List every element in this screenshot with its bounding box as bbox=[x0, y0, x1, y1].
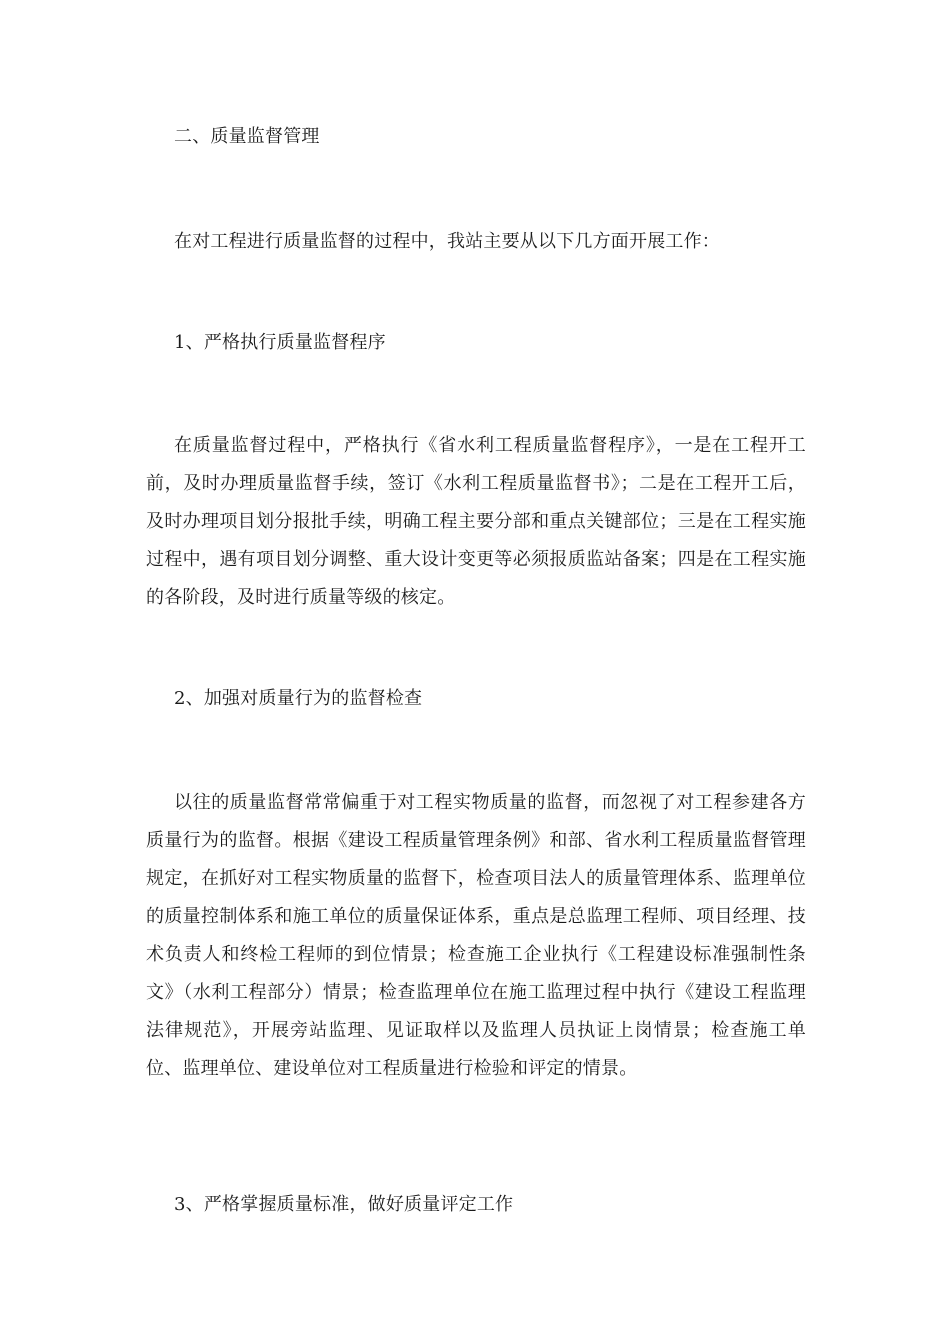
item2-paragraph: 以往的质量监督常常偏重于对工程实物质量的监督，而忽视了对工程参建各方质量行为的监督。根据《建设工程质量管理条例》和部、省水利工程质量监督管理规定，在抓好对工程实物质量的监督下，检查项目法人的质量管理体系、监理单位的质量控制体系和施工单位的质量保证体系，重点是总监理工程师、项目经理、技术负责人和终检工程师的到位情景；检查施工企业执行《工程建设标准强制性条文》（水利工程部分）情景；检查监理单位在施工监理过程中执行《建设工程监理法律规范》，开展旁站监理、见证取样以及监理人员执证上岗情景；检查施工单位、监理单位、建设单位对工程质量进行检验和评定的情景。 bbox=[146, 792, 806, 1079]
item1-heading: 1、严格执行质量监督程序 bbox=[174, 332, 386, 353]
intro-paragraph: 在对工程进行质量监督的过程中，我站主要从以下几方面开展工作： bbox=[174, 231, 720, 252]
item2-heading: 2、加强对质量行为的监督检查 bbox=[174, 688, 423, 709]
item3-heading: 3、严格掌握质量标准，做好质量评定工作 bbox=[174, 1194, 514, 1215]
section-title: 二、质量监督管理 bbox=[174, 126, 320, 147]
item1-paragraph: 在质量监督过程中，严格执行《省水利工程质量监督程序》，一是在工程开工前，及时办理质量监督手续，签订《水利工程质量监督书》；二是在工程开工后，及时办理项目划分报批手续，明确工程主要分部和重点关键部位；三是在工程实施过程中，遇有项目划分调整、重大设计变更等必须报质监站备案；四是在工程实施的各阶段，及时进行质量等级的核定。 bbox=[146, 435, 806, 608]
